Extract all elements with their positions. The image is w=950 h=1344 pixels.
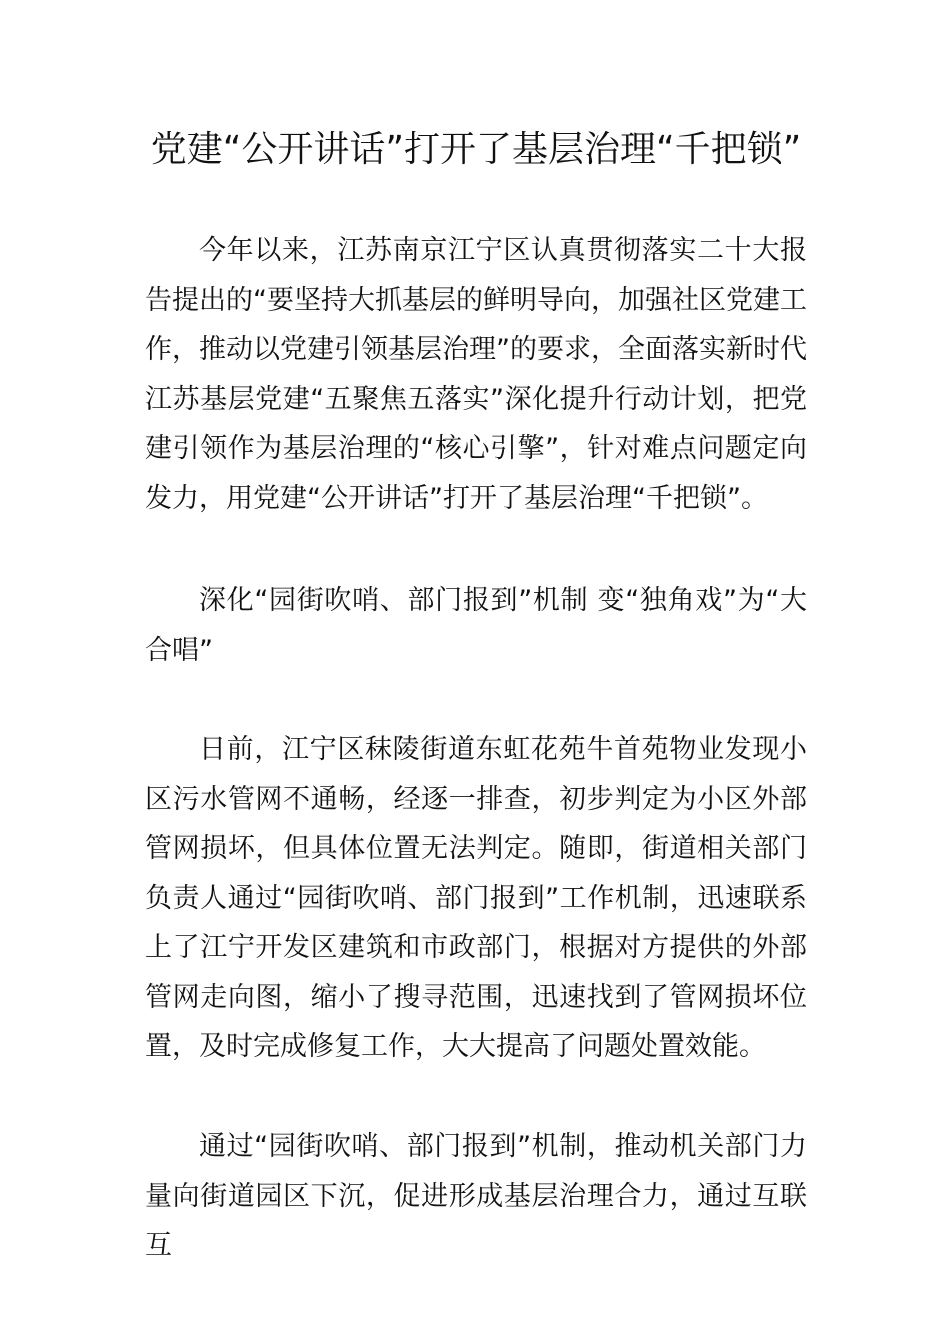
section-heading: 深化“园街吹哨、部门报到”机制 变“独角戏”为“大合唱” <box>145 585 807 666</box>
paragraph-mechanism: 通过“园街吹哨、部门报到”机制，推动机关部门力量向街道园区下沉，促进形成基层治理合力，通过互联互 <box>145 1131 807 1261</box>
paragraph-example: 日前，江宁区秣陵街道东虹花苑牛首苑物业发现小区污水管网不通畅，经逐一排查，初步判定为小区外部管网损坏，但具体位置无法判定。随即，街道相关部门负责人通过“园街吹哨、部门报到”工作机制，迅速联系上了江宁开发区建筑和市政部门，根据对方提供的外部管网走向图，缩小了搜寻范围，迅速找到了管网损坏位置，及时完成修复工作，大大提高了问题处置效能。 <box>145 734 807 1062</box>
paragraph-intro: 今年以来，江苏南京江宁区认真贯彻落实二十大报告提出的“要坚持大抓基层的鲜明导向，加强社区党建工作，推动以党建引领基层治理”的要求，全面落实新时代江苏基层党建“五聚焦五落实”深化提升行动计划，把党建引领作为基层治理的“核心引擎”，针对难点问题定向发力，用党建“公开讲话”打开了基层治理“千把锁”。 <box>145 235 807 514</box>
document-title: 党建“公开讲话”打开了基层治理“千把锁” <box>150 129 802 170</box>
